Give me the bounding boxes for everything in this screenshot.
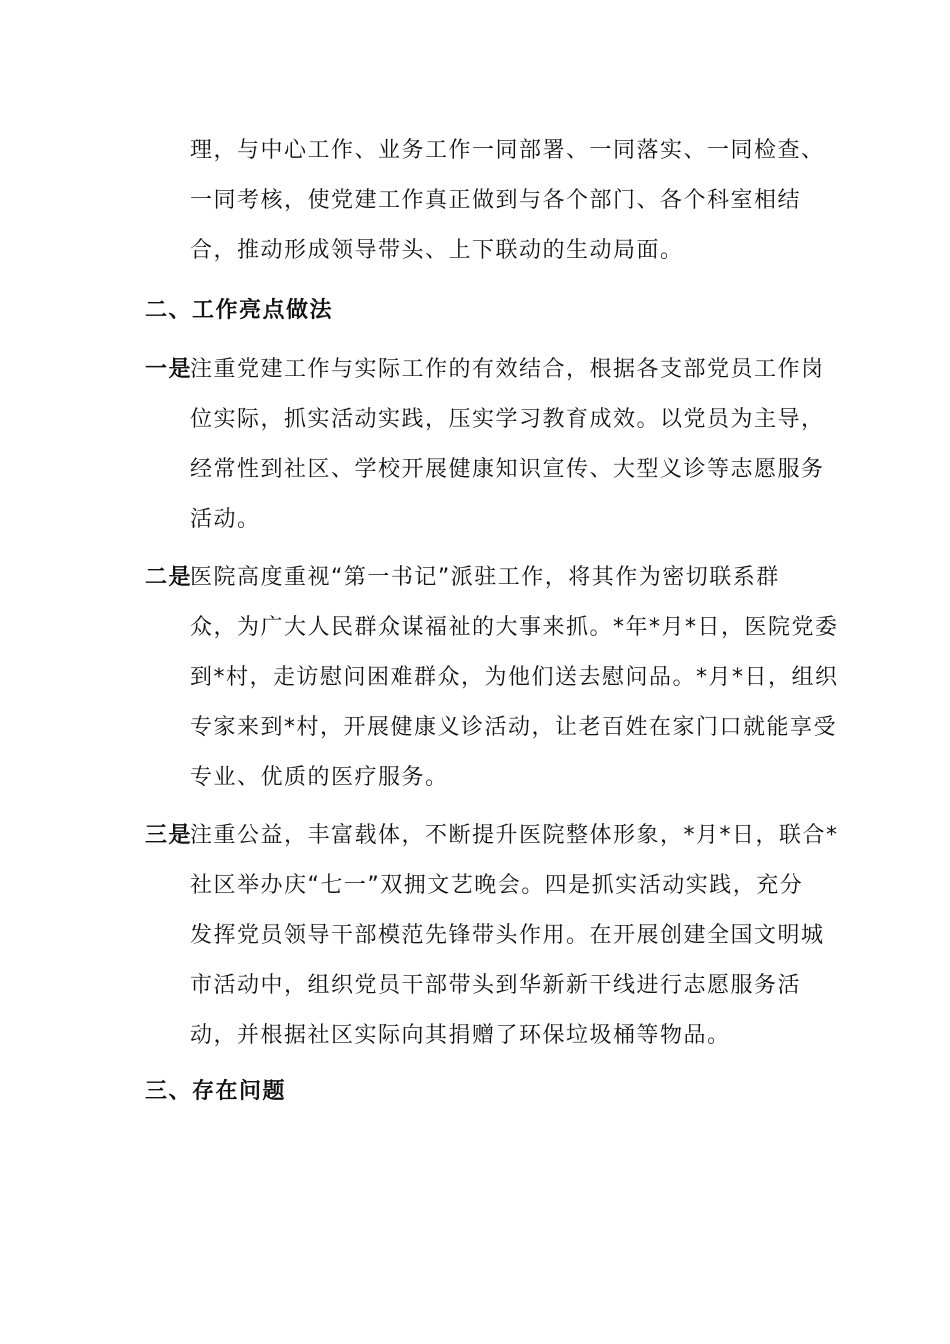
item-lead: 三是 xyxy=(145,823,193,848)
item-line: 市活动中，组织党员干部带头到华新新干线进行志愿服务活 xyxy=(190,973,802,998)
paragraph-line: 合，推动形成领导带头、上下联动的生动局面。 xyxy=(190,238,684,263)
item-line: 注重党建工作与实际工作的有效结合，根据各支部党员工作岗 xyxy=(190,357,825,382)
item-line: 到*村，走访慰问困难群众，为他们送去慰问品。*月*日，组织 xyxy=(190,665,839,690)
paragraph-line: 一同考核，使党建工作真正做到与各个部门、各个科室相结 xyxy=(190,188,802,213)
item-line: 注重公益，丰富载体，不断提升医院整体形象，*月*日，联合* xyxy=(190,823,839,848)
item-line: 医院高度重视“第一书记”派驻工作，将其作为密切联系群 xyxy=(190,565,780,590)
item-lead: 一是 xyxy=(145,357,193,382)
item-line: 经常性到社区、学校开展健康知识宣传、大型义诊等志愿服务 xyxy=(190,457,825,482)
paragraph-line: 理，与中心工作、业务工作一同部署、一同落实、一同检查、 xyxy=(190,138,825,163)
item-line: 动，并根据社区实际向其捐赠了环保垃圾桶等物品。 xyxy=(190,1023,731,1048)
item-line: 众，为广大人民群众谋福祉的大事来抓。*年*月*日，医院党委 xyxy=(190,615,839,640)
item-line: 社区举办庆“七一”双拥文艺晚会。四是抓实活动实践，充分 xyxy=(190,873,804,898)
section-heading: 三、存在问题 xyxy=(145,1079,287,1104)
item-line: 专家来到*村，开展健康义诊活动，让老百姓在家门口就能享受 xyxy=(190,715,838,740)
item-lead: 二是 xyxy=(145,565,193,590)
item-line: 发挥党员领导干部模范先锋带头作用。在开展创建全国文明城 xyxy=(190,923,825,948)
item-line: 专业、优质的医疗服务。 xyxy=(190,765,449,790)
item-line: 位实际，抓实活动实践，压实学习教育成效。以党员为主导， xyxy=(190,407,825,432)
section-heading: 二、工作亮点做法 xyxy=(145,298,334,323)
item-line: 活动。 xyxy=(190,507,261,532)
